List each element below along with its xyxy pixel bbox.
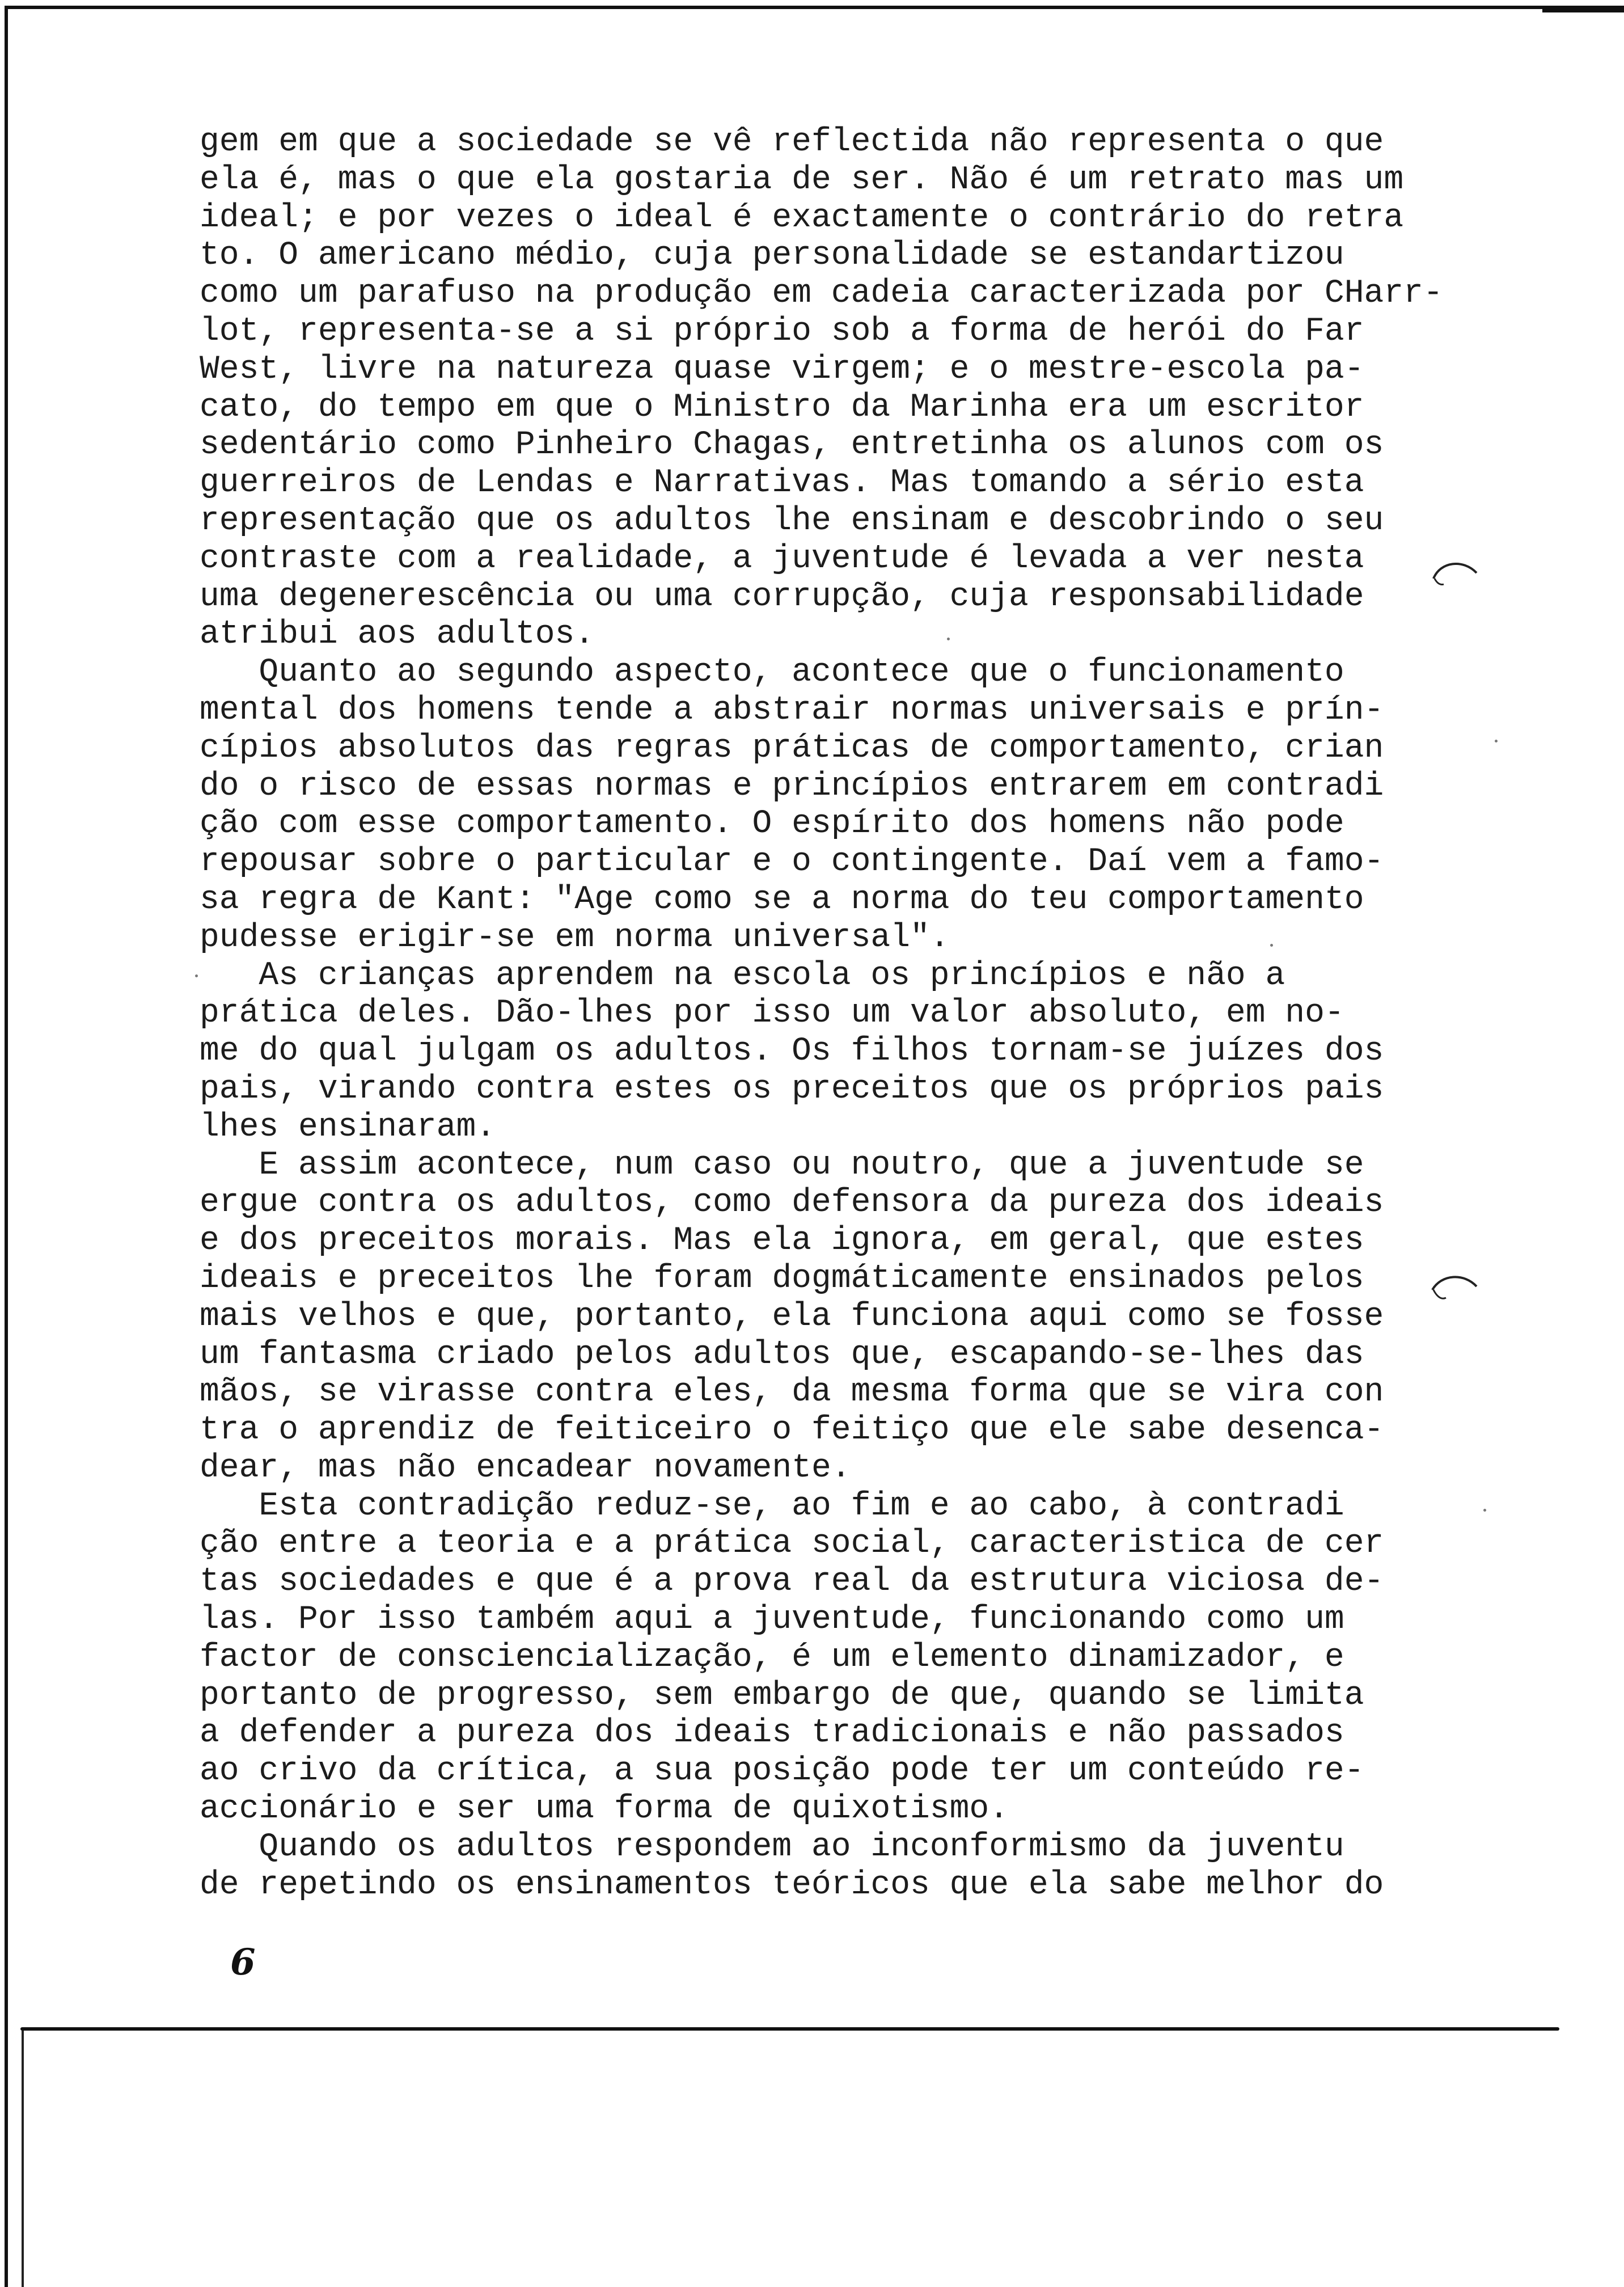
typed-text-body <box>200 124 1504 1904</box>
text-line: gem em que a sociedade se vê reflectida não representa o que <box>200 124 1384 161</box>
text-line: sa regra de Kant: "Age como se a norma do teu comportamento <box>200 881 1364 918</box>
text-line: e dos preceitos morais. Mas ela ignora, em geral, que estes <box>200 1222 1364 1260</box>
text-line: lot, representa-se a si próprio sob a forma de herói do Far <box>200 313 1364 350</box>
paper-speck <box>1483 1509 1486 1512</box>
text-line: cípios absolutos das regras práticas de comportamento, crian <box>200 729 1384 767</box>
text-line: uma degenerescência ou uma corrupção, cuja responsabilidade <box>200 578 1364 615</box>
text-line: ideais e preceitos lhe foram dogmáticamente ensinados pelos <box>200 1260 1364 1297</box>
text-line: mais velhos e que, portanto, ela funciona aqui como se fosse <box>200 1298 1384 1335</box>
text-line: contraste com a realidade, a juventude é levada a ver nesta <box>200 540 1364 577</box>
text-line: ergue contra os adultos, como defensora da pureza dos ideais <box>200 1184 1384 1222</box>
page-number-mark: 6 <box>230 1941 256 1984</box>
left-border-line <box>5 6 8 2287</box>
text-line: prática deles. Dão-lhes por isso um valor absoluto, em no- <box>200 995 1344 1032</box>
text-line: Quando os adultos respondem ao inconformismo da juventu <box>200 1828 1344 1866</box>
margin-scribble-icon <box>1429 1271 1480 1310</box>
text-line: tas sociedades e que é a prova real da estrutura viciosa de- <box>200 1563 1384 1601</box>
text-line: de repetindo os ensinamentos teóricos que ela sabe melhor do <box>200 1866 1384 1904</box>
text-line: representação que os adultos lhe ensinam e descobrindo o seu <box>200 502 1384 539</box>
text-line: factor de consciencialização, é um elemento dinamizador, e <box>200 1639 1344 1676</box>
text-line: to. O americano médio, cuja personalidade se estandartizou <box>200 237 1344 275</box>
text-line: las. Por isso também aqui a juventude, funcionando como um <box>200 1601 1344 1639</box>
text-line: portanto de progresso, sem embargo de que, quando se limita <box>200 1677 1364 1714</box>
text-line: ção com esse comportamento. O espírito dos homens não pode <box>200 805 1344 843</box>
text-line: mental dos homens tende a abstrair normas universais e prín- <box>200 691 1384 729</box>
text-line: repousar sobre o particular e o contingente. Daí vem a famo- <box>200 843 1384 881</box>
text-line: a defender a pureza dos ideais tradicionais e não passados <box>200 1715 1344 1752</box>
text-line: pais, virando contra estes os preceitos que os próprios pais <box>200 1070 1384 1108</box>
text-line: Esta contradição reduz-se, ao fim e ao cabo, à contradi <box>200 1487 1344 1525</box>
top-right-border-mark <box>1542 8 1624 12</box>
top-border-line <box>5 6 1624 9</box>
paper-speck <box>195 974 198 977</box>
text-line: me do qual julgam os adultos. Os filhos tornam-se juízes dos <box>200 1033 1384 1070</box>
text-line: tra o aprendiz de feiticeiro o feitiço que ele sabe desenca- <box>200 1412 1384 1449</box>
paper-speck <box>1270 944 1273 947</box>
text-line: ideal; e por vezes o ideal é exactamente o contrário do retra <box>200 199 1404 237</box>
text-line: West, livre na natureza quase virgem; e o mestre-escola pa- <box>200 351 1364 388</box>
text-line: ao crivo da crítica, a sua posição pode ter um conteúdo re- <box>200 1753 1364 1790</box>
text-line: accionário e ser uma forma de quixotismo. <box>200 1791 1009 1828</box>
text-line: sedentário como Pinheiro Chagas, entretinha os alunos com os <box>200 427 1384 464</box>
text-line: lhes ensinaram. <box>200 1108 496 1146</box>
text-line: um fantasma criado pelos adultos que, escapando-se-lhes das <box>200 1336 1364 1373</box>
text-line: pudesse erigir-se em norma universal". <box>200 919 950 956</box>
text-line: guerreiros de Lendas e Narrativas. Mas tomando a sério esta <box>200 465 1364 502</box>
paper-speck <box>947 638 950 640</box>
text-line: E assim acontece, num caso ou noutro, que a juventude se <box>200 1146 1364 1184</box>
text-line: ção entre a teoria e a prática social, caracteristica de cer <box>200 1525 1384 1563</box>
lower-left-border-line <box>22 2031 24 2287</box>
text-line: dear, mas não encadear novamente. <box>200 1449 851 1487</box>
text-line: ela é, mas o que ela gostaria de ser. Não é um retrato mas um <box>200 161 1404 199</box>
margin-scribble-icon <box>1429 556 1480 596</box>
paper-speck <box>1495 740 1498 742</box>
text-line: cato, do tempo em que o Ministro da Marinha era um escritor <box>200 389 1364 426</box>
text-line: como um parafuso na produção em cadeia caracterizada por CHarr- <box>200 275 1443 313</box>
text-line: mãos, se virasse contra eles, da mesma forma que se vira con <box>200 1374 1384 1411</box>
text-line: Quanto ao segundo aspecto, acontece que o funcionamento <box>200 654 1344 691</box>
text-line: atribui aos adultos. <box>200 616 595 653</box>
text-line: As crianças aprendem na escola os princípios e não a <box>200 957 1285 994</box>
text-line: do o risco de essas normas e princípios entrarem em contradi <box>200 767 1384 805</box>
bottom-border-line <box>20 2027 1559 2031</box>
